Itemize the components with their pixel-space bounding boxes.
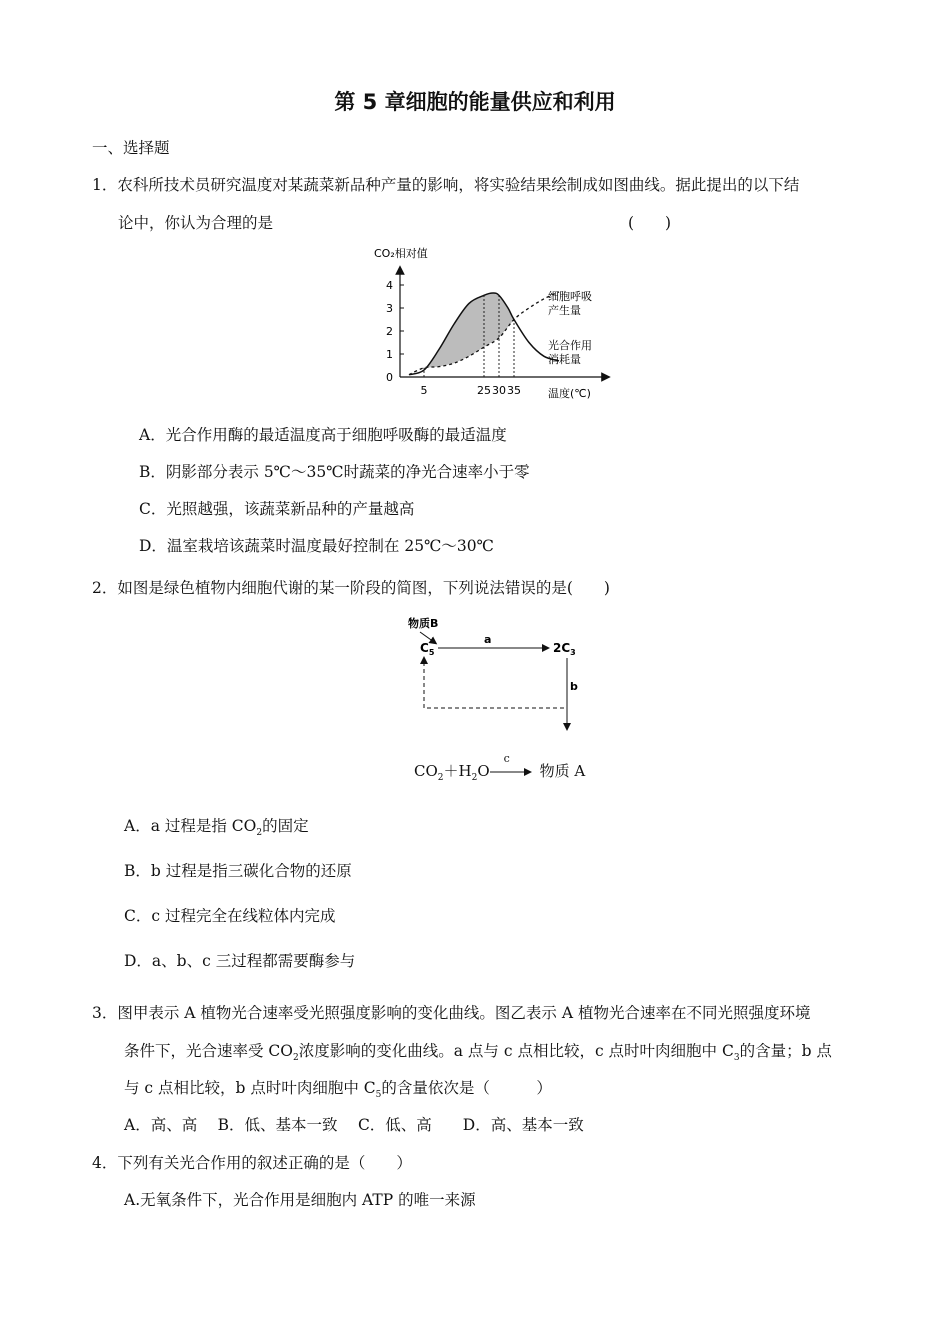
shaded-region xyxy=(424,293,514,370)
q2-option-a: A．a 过程是指 $CO_2$的固定 xyxy=(124,817,309,838)
x-axis-label: 温度(℃) xyxy=(548,387,591,400)
q1-option-b: B．阴影部分表示 5℃～35℃时蔬菜的净光合速率小于零 xyxy=(139,463,530,481)
q1-answer-blank: ( ) xyxy=(628,214,672,232)
section-heading: 一、选择题 xyxy=(92,139,170,157)
q2-option-b: B．b 过程是指三碳化合物的还原 xyxy=(124,862,352,880)
q1-option-a: A．光合作用酶的最适温度高于细胞呼吸酶的最适温度 xyxy=(139,426,507,444)
arrow-c xyxy=(490,752,532,776)
q2-option-d: D．a、b、c 三过程都需要酶参与 xyxy=(124,952,356,970)
legend-photosynthesis-line1: 光合作用 xyxy=(548,339,592,352)
legend-photosynthesis-line2: 消耗量 xyxy=(548,353,581,366)
q2-stem: 2．如图是绿色植物内细胞代谢的某一阶段的简图，下列说法错误的是( ) xyxy=(92,579,610,597)
y-axis-label: CO₂相对值 xyxy=(374,247,428,260)
q1-option-c: C．光照越强，该蔬菜新品种的产量越高 xyxy=(139,500,415,518)
label-c: c xyxy=(503,752,510,765)
q1-chart xyxy=(368,244,630,406)
q3-options: A．高、高 B．低、基本一致 C．低、高 D．高、基本一致 xyxy=(124,1116,584,1134)
x-tick-label: 5 xyxy=(420,384,428,397)
q1-stem-line1: 1．农科所技术员研究温度对某蔬菜新品种产量的影响，将实验结果绘制成如图曲线。据此提出的以下结 xyxy=(92,176,800,194)
q1-option-d: D．温室栽培该蔬菜时温度最好控制在 25℃～30℃ xyxy=(139,537,494,555)
label-2c3: $2C_3$ xyxy=(553,641,576,657)
q1-stem-line2: 论中，你认为合理的是 xyxy=(118,214,274,232)
page-title: 第 5 章细胞的能量供应和利用 xyxy=(334,90,616,114)
label-c5: $C_5$ xyxy=(420,641,435,657)
y-tick-label: 1 xyxy=(386,348,393,361)
legend-respiration-line2: 产生量 xyxy=(548,304,581,317)
q4-option-a: A.无氧条件下，光合作用是细胞内 ATP 的唯一来源 xyxy=(124,1191,476,1209)
q2-option-c: C．c 过程完全在线粒体内完成 xyxy=(124,907,336,925)
label-substance-b: 物质B xyxy=(408,617,439,630)
y-tick-label: 3 xyxy=(386,302,393,315)
x-tick-label: 30 xyxy=(492,384,506,397)
q2-cycle-diagram xyxy=(398,612,598,737)
label-a: a xyxy=(484,633,492,646)
dashed-return-arrow xyxy=(424,660,564,708)
q3-stem-line3: 与 c 点相比较，b 点时叶肉细胞中 $C_5$的含量依次是（ ） xyxy=(124,1079,552,1100)
legend-respiration-line1: 细胞呼吸 xyxy=(548,290,592,303)
q3-stem-line2: 条件下，光合速率受 $CO_2$浓度影响的变化曲线。a 点与 c 点相比较，c 点时叶肉细胞中 $C_3$的含量；b 点 xyxy=(124,1042,832,1063)
x-tick-label: 35 xyxy=(507,384,521,397)
q3-stem-line1: 3．图甲表示 A 植物光合速率受光照强度影响的变化曲线。图乙表示 A 植物光合速率在不同光照强度环境 xyxy=(92,1004,811,1022)
y-tick-label: 2 xyxy=(386,325,393,338)
q4-stem: 4．下列有关光合作用的叙述正确的是（ ） xyxy=(92,1154,412,1172)
x-tick-label: 25 xyxy=(477,384,491,397)
y-tick-label: 4 xyxy=(386,279,393,292)
q2-equation: $CO_2+H_2O$ c 物质 A xyxy=(414,752,586,783)
y-tick-label: 0 xyxy=(386,371,393,384)
label-b: b xyxy=(570,680,578,693)
